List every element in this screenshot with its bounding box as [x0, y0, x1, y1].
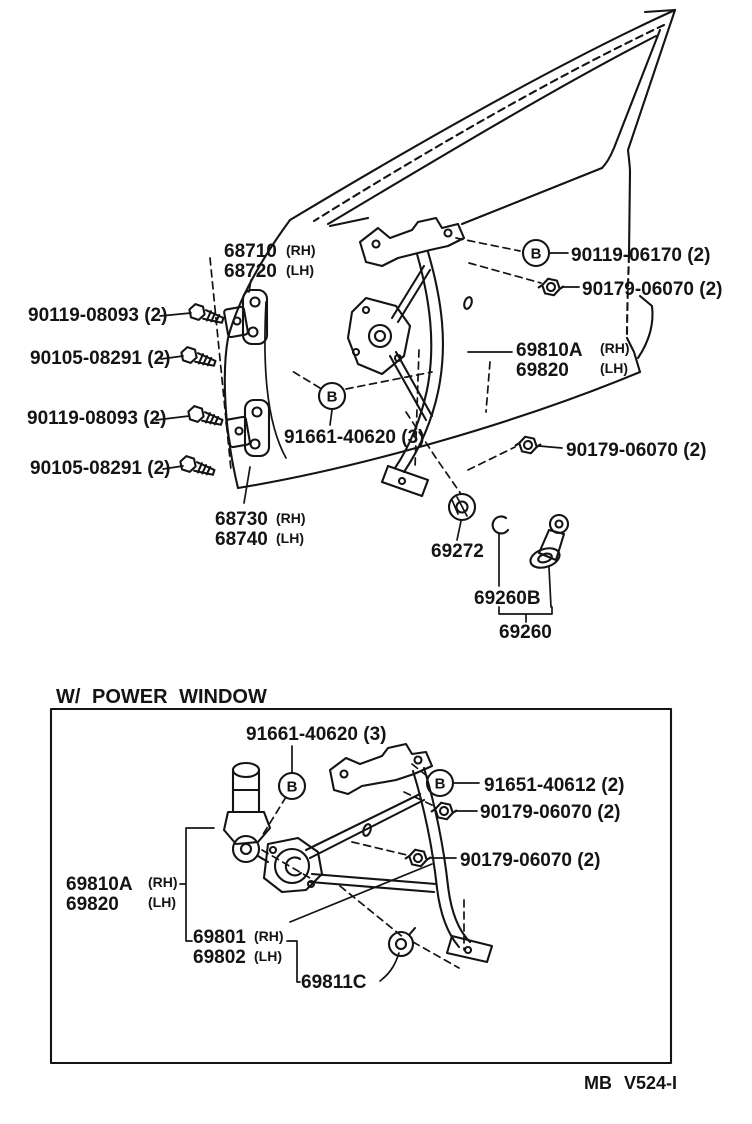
bolt-icon: [179, 346, 217, 370]
part-label-90179-06070-pw2: 90179-06070 (2): [460, 850, 601, 871]
part-side-68740: (LH): [276, 530, 304, 546]
nut-icon: [515, 435, 542, 455]
part-label-68720: 68720: [224, 261, 277, 282]
bolt-icon: [178, 455, 216, 479]
part-label-68730: 68730: [215, 509, 268, 530]
marker-b-label: B: [530, 245, 542, 263]
window-regulator-shape: [348, 218, 473, 496]
part-label-69820-pw: 69820: [66, 894, 119, 915]
part-label-68710: 68710: [224, 241, 277, 262]
cable-drum-69811C-shape: [389, 928, 415, 956]
part-label-90179-06070-mid: 90179-06070 (2): [566, 440, 707, 461]
power-window-regulator-shape: [264, 744, 492, 962]
part-label-69811C: 69811C: [301, 972, 367, 993]
window-crank-handle-shape: [528, 515, 568, 571]
circled-b-marker: [523, 240, 549, 266]
part-label-90119-08093-b: 90119-08093 (2): [27, 408, 167, 429]
marker-b-label: B: [434, 775, 446, 793]
part-label-91651-40612: 91651-40612 (2): [484, 775, 625, 796]
part-side-69810A: (RH): [600, 340, 630, 356]
snap-ring-69260B-shape: [493, 516, 508, 533]
lower-door-hinge-shape: [226, 400, 269, 456]
part-side-69820: (LH): [600, 360, 628, 376]
circled-b-marker: [427, 770, 453, 796]
part-label-90119-08093-a: 90119-08093 (2): [28, 305, 168, 326]
part-label-69802: 69802: [193, 947, 246, 968]
part-label-69260B: 69260B: [474, 588, 541, 609]
part-label-90105-08291-b: 90105-08291 (2): [30, 458, 171, 479]
circled-b-marker: [279, 773, 305, 799]
bolt-icon: [187, 303, 225, 327]
marker-b-label: B: [326, 388, 338, 406]
part-label-69801: 69801: [193, 927, 246, 948]
part-label-69810A: 69810A: [516, 340, 583, 361]
nut-icon: [538, 277, 565, 297]
circled-b-marker: [319, 383, 345, 409]
part-side-68710: (RH): [286, 242, 316, 258]
part-side-69802: (LH): [254, 948, 282, 964]
drawing-code: MB V524-I: [584, 1073, 678, 1093]
part-side-69810A-pw: (RH): [148, 874, 178, 890]
escutcheon-69272-shape: [449, 494, 475, 520]
part-label-69272: 69272: [431, 541, 484, 562]
part-side-69820-pw: (LH): [148, 894, 176, 910]
part-side-69801: (RH): [254, 928, 284, 944]
marker-b-label: B: [286, 778, 298, 796]
part-label-69260: 69260: [499, 622, 552, 643]
part-label-90179-06070-top: 90179-06070 (2): [582, 279, 723, 300]
bolt-icon: [186, 405, 224, 429]
part-label-91661-40620: 91661-40620 (3): [284, 427, 425, 448]
power-window-motor-shape: [224, 763, 270, 862]
part-side-68720: (LH): [286, 262, 314, 278]
part-label-91661-40620-pw: 91661-40620 (3): [246, 724, 387, 745]
upper-door-hinge-shape: [224, 290, 267, 344]
power-window-section-title: W/ POWER WINDOW: [56, 686, 267, 708]
part-label-69810A-pw: 69810A: [66, 874, 133, 895]
part-label-90119-06170: 90119-06170 (2): [571, 245, 711, 266]
part-label-69820: 69820: [516, 360, 569, 381]
part-side-68730: (RH): [276, 510, 306, 526]
nut-icon: [405, 848, 432, 868]
part-label-68740: 68740: [215, 529, 268, 550]
part-label-90105-08291-a: 90105-08291 (2): [30, 348, 171, 369]
part-label-90179-06070-pw1: 90179-06070 (2): [480, 802, 621, 823]
